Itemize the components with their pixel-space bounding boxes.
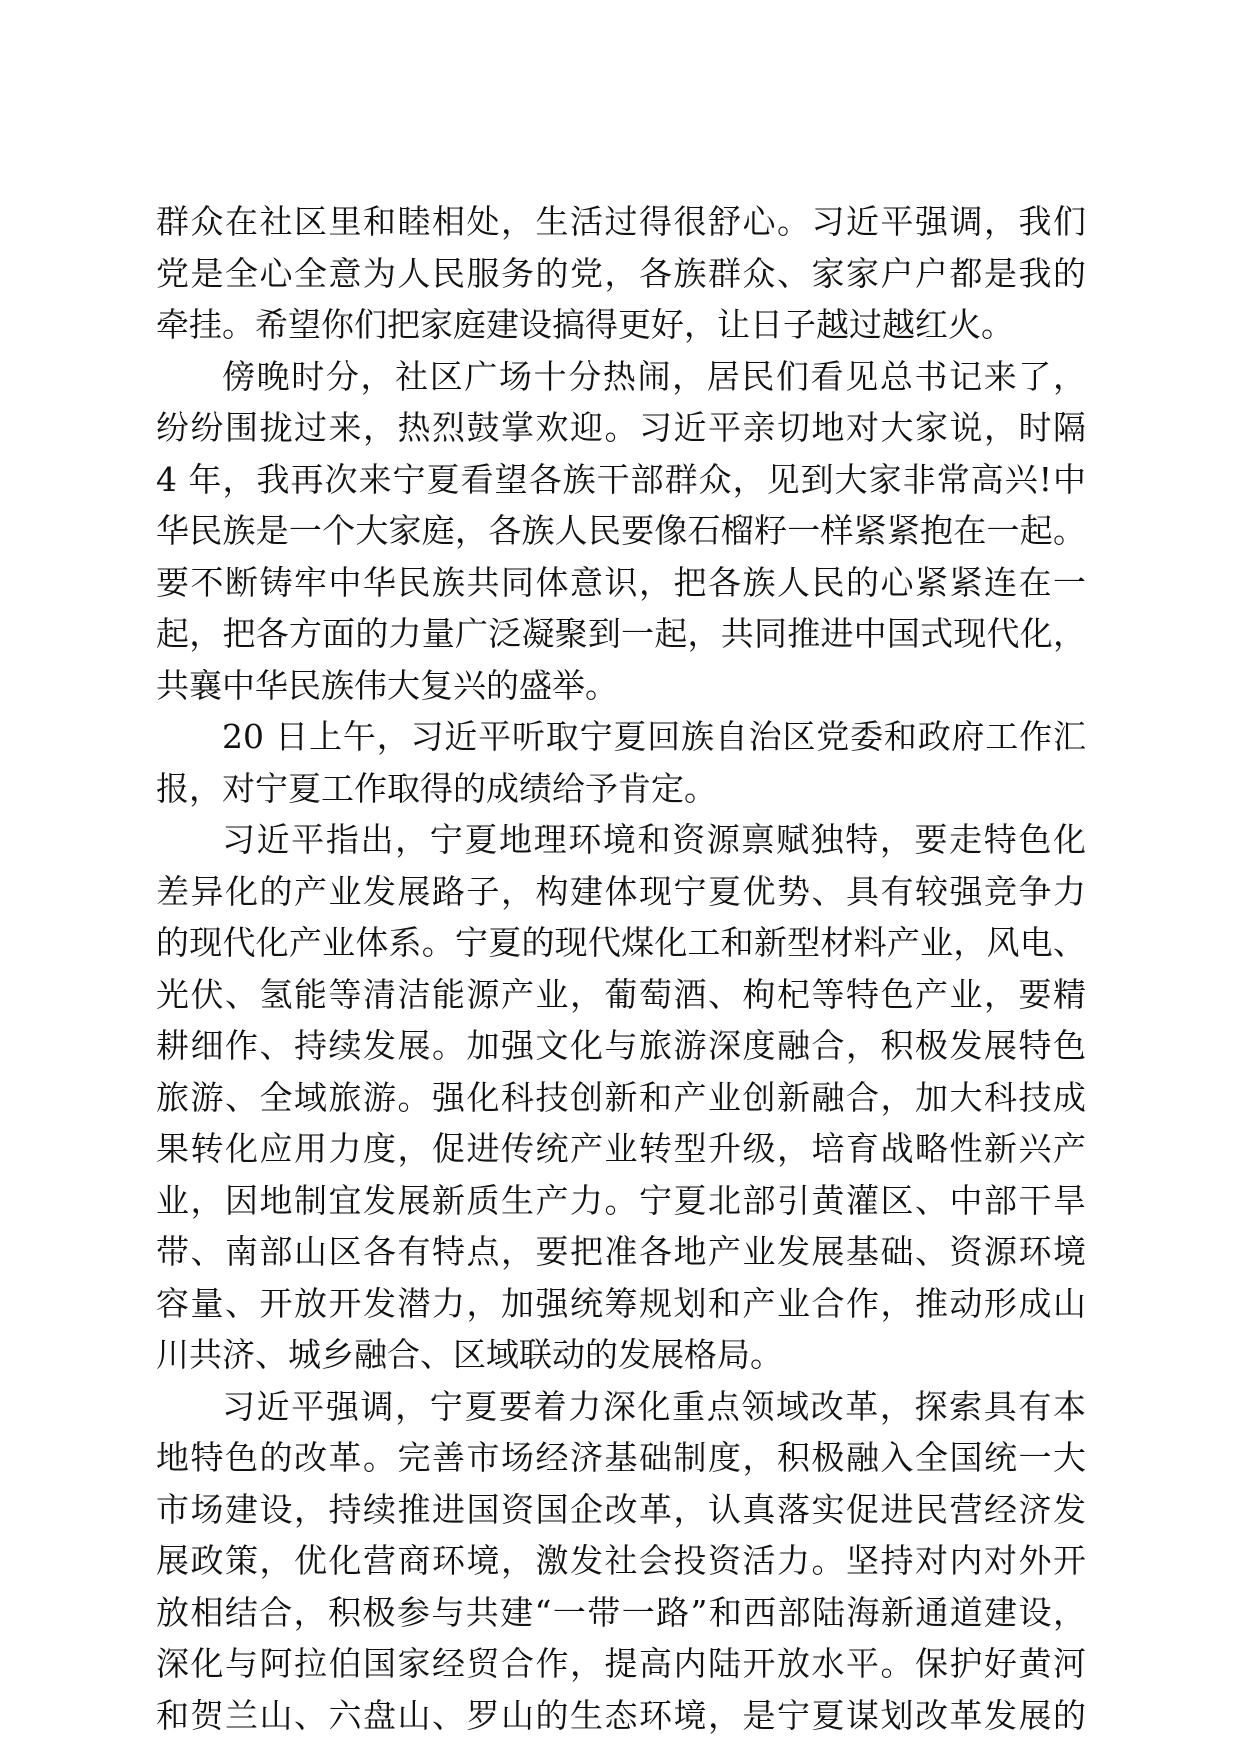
- text-line: 起，把各方面的力量广泛凝聚到一起，共同推进中国式现代化，: [156, 614, 1086, 653]
- text-line: 傍晚时分，社区广场十分热闹，居民们看见总书记来了，: [222, 356, 1086, 396]
- text-line: 地特色的改革。完善市场经济基础制度，积极融入全国统一大: [156, 1438, 1086, 1477]
- paragraph: [156, 1381, 1086, 1742]
- text-line: 业，因地制宜发展新质生产力。宁夏北部引黄灌区、中部干旱: [156, 1180, 1086, 1220]
- text-line: 容量、开放开发潜力，加强统筹规划和产业合作，推动形成山: [156, 1283, 1086, 1323]
- paragraph: [156, 196, 1086, 351]
- text-line: 群众在社区里和睦相处，生活过得很舒心。习近平强调，我们: [156, 202, 1086, 241]
- text-line: 要不断铸牢中华民族共同体意识，把各族人民的心紧紧连在一: [156, 562, 1086, 602]
- text-line: 展政策，优化营商环境，激发社会投资活力。坚持对内对外开: [156, 1541, 1086, 1580]
- text-line: 习近平指出，宁夏地理环境和资源禀赋独特，要走特色化: [222, 820, 1086, 859]
- text-line: 光伏、氢能等清洁能源产业，葡萄酒、枸杞等特色产业，要精: [156, 974, 1086, 1014]
- text-line: 耕细作、持续发展。加强文化与旅游深度融合，积极发展特色: [156, 1026, 1086, 1065]
- text-line: 果转化应用力度，促进传统产业转型升级，培育战略性新兴产: [156, 1129, 1086, 1168]
- text-line: 报，对宁夏工作取得的成绩给予肯定。: [156, 768, 717, 808]
- paragraph: [156, 711, 1086, 814]
- text-line: 市场建设，持续推进国资国企改革，认真落实促进民营经济发: [156, 1489, 1086, 1529]
- text-line: 带、南部山区各有特点，要把准各地产业发展基础、资源环境: [156, 1232, 1086, 1271]
- text-line: 川共济、城乡融合、区域联动的发展格局。: [156, 1335, 783, 1374]
- text-line: 共襄中华民族伟大复兴的盛举。: [156, 665, 618, 705]
- text-line: 习近平强调，宁夏要着力深化重点领域改革，探索具有本: [222, 1386, 1086, 1426]
- article-body: [156, 196, 1086, 1741]
- paragraph: [156, 351, 1086, 712]
- text-line: 的现代化产业体系。宁夏的现代煤化工和新型材料产业，风电、: [156, 923, 1086, 962]
- paragraph: [156, 814, 1086, 1381]
- text-line: 20 日上午，习近平听取宁夏回族自治区党委和政府工作汇: [222, 717, 1086, 756]
- text-line: 深化与阿拉伯国家经贸合作，提高内陆开放水平。保护好黄河: [156, 1644, 1086, 1683]
- text-line: 牵挂。希望你们把家庭建设搞得更好，让日子越过越红火。: [156, 305, 1014, 344]
- text-line: 旅游、全域旅游。强化科技创新和产业创新融合，加大科技成: [156, 1077, 1086, 1117]
- text-line: 华民族是一个大家庭，各族人民要像石榴籽一样紧紧抱在一起。: [156, 511, 1086, 550]
- text-line: 和贺兰山、六盘山、罗山的生态环境，是宁夏谋划改革发展的: [156, 1695, 1086, 1735]
- text-line: 放相结合，积极参与共建“一带一路”和西部陆海新通道建设，: [156, 1592, 1086, 1632]
- text-line: 党是全心全意为人民服务的党，各族群众、家家户户都是我的: [156, 253, 1086, 293]
- text-line: 4 年，我再次来宁夏看望各族干部群众，见到大家非常高兴!中: [156, 459, 1086, 499]
- text-line: 纷纷围拢过来，热烈鼓掌欢迎。习近平亲切地对大家说，时隔: [156, 408, 1086, 447]
- text-line: 差异化的产业发展路子，构建体现宁夏优势、具有较强竞争力: [156, 871, 1086, 911]
